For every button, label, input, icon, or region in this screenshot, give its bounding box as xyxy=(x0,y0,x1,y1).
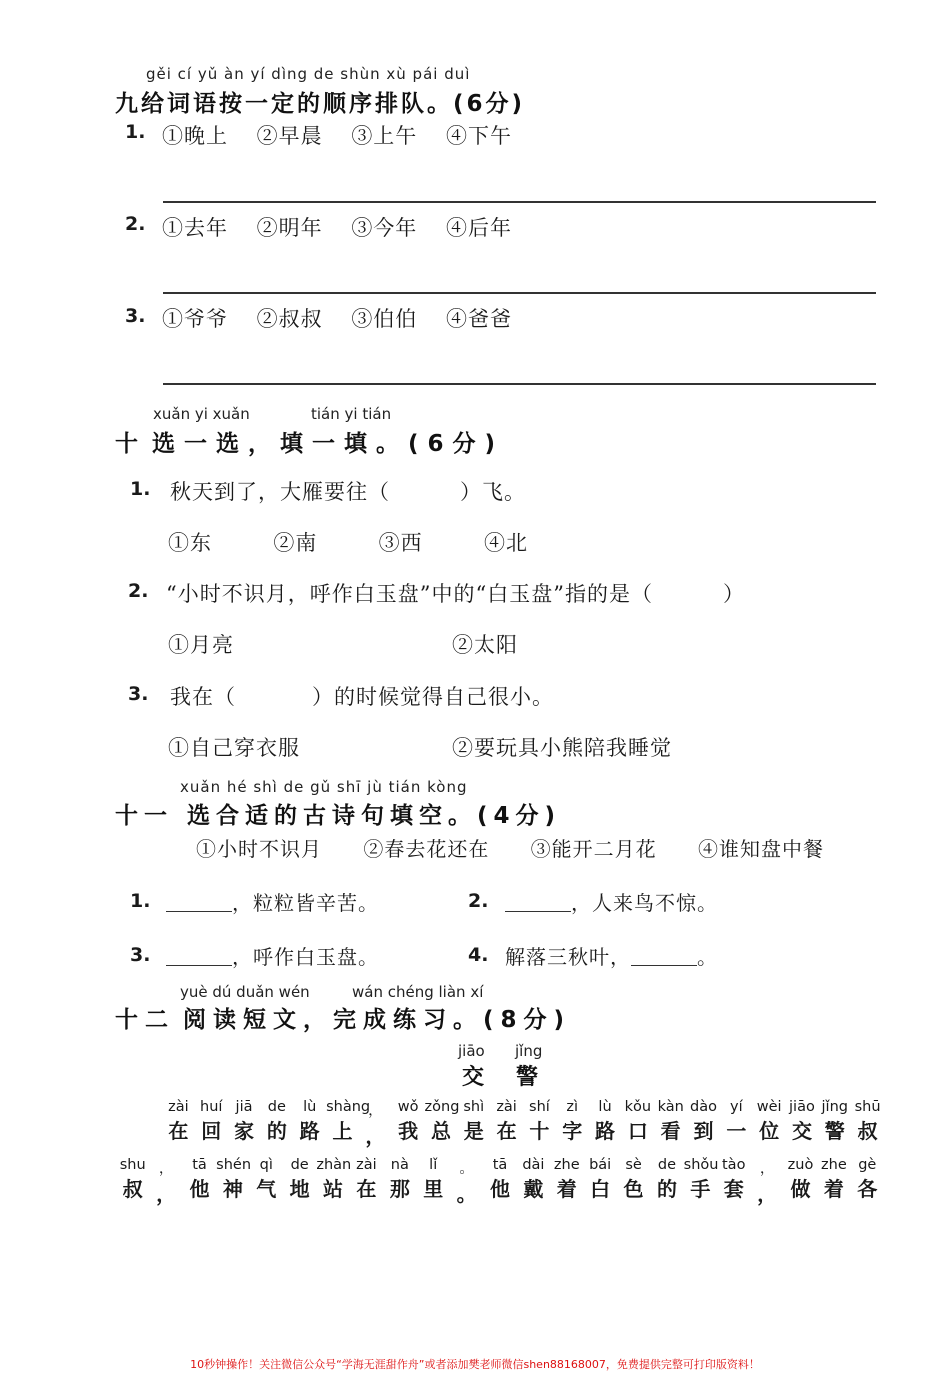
story-char: 到 xyxy=(693,1119,714,1143)
s10-q3-before: 我在（ xyxy=(170,685,236,709)
s11-item-1-text: ，粒粒皆辛苦。 xyxy=(232,891,379,915)
story-char: 总 xyxy=(430,1119,451,1143)
story-char: 手 xyxy=(690,1177,711,1201)
story-syllable xyxy=(228,1099,261,1144)
story-pinyin: tào xyxy=(722,1157,746,1173)
s11-item-1-line xyxy=(166,887,379,916)
story-syllable xyxy=(293,1099,326,1144)
s10-q3-opt-2: ②要玩具小熊陪我睡觉 xyxy=(452,736,672,760)
story-char: 套 xyxy=(723,1177,744,1201)
s10-q1-opt-2: ②南 xyxy=(273,531,318,555)
s11-item-1-blank[interactable] xyxy=(166,891,232,912)
story-char: 着 xyxy=(556,1177,577,1201)
story-pinyin: shì xyxy=(463,1099,485,1115)
s9-item-3-opt-3: ③伯伯 xyxy=(351,307,418,331)
story-syllable xyxy=(650,1157,683,1202)
story-title-char-2: 警 xyxy=(516,1065,542,1090)
s10-q3-opt-1: ①自己穿衣服 xyxy=(168,736,300,760)
story-title-pinyin-2: jǐng xyxy=(515,1042,543,1060)
s9-item-2-number: 2. xyxy=(125,213,146,235)
s10-q2-number: 2. xyxy=(128,580,149,602)
story-syllable xyxy=(359,1099,392,1149)
story-pinyin: shén xyxy=(216,1157,252,1173)
story-char: 站 xyxy=(323,1177,344,1201)
story-char: 神 xyxy=(222,1177,243,1201)
s9-item-2-opt-1: ①去年 xyxy=(162,216,228,240)
s11-item-2-text: ，人来鸟不惊。 xyxy=(571,891,718,915)
story-pinyin: zhàn xyxy=(316,1157,352,1173)
s9-item-2 xyxy=(125,213,145,235)
story-syllable xyxy=(517,1157,550,1202)
s12-pinyin-2: wán chéng liàn xí xyxy=(352,983,484,1001)
story-char: 他 xyxy=(189,1177,210,1201)
story-pinyin: sè xyxy=(625,1157,642,1173)
s11-item-1 xyxy=(130,890,150,912)
s10-q1-opt-1: ①东 xyxy=(168,531,212,555)
story-line-2 xyxy=(116,1157,884,1205)
story-syllable xyxy=(483,1157,516,1202)
story-syllable xyxy=(583,1157,616,1202)
story-syllable xyxy=(183,1157,216,1202)
story-char: 回 xyxy=(201,1119,222,1143)
story-pinyin: zuò xyxy=(787,1157,814,1173)
story-syllable xyxy=(116,1157,149,1202)
story-char: 气 xyxy=(256,1177,277,1201)
story-char: 交 xyxy=(791,1119,812,1143)
s10-q2-opt-2: ②太阳 xyxy=(452,633,518,657)
story-pinyin: jǐng xyxy=(821,1099,848,1115)
s11-item-3 xyxy=(130,944,150,966)
s9-pinyin: gěi cí yǔ àn yí dìng de shùn xù pái duì xyxy=(146,65,471,83)
s11-item-4-line xyxy=(505,941,718,970)
s9-item-3-number: 3. xyxy=(125,305,146,327)
s10-title: 选一选，填一填。(6分) xyxy=(152,431,505,457)
story-char: 的 xyxy=(266,1119,287,1143)
s10-q2 xyxy=(128,580,148,602)
s10-pinyin-1: xuǎn yi xuǎn xyxy=(153,405,250,423)
story-syllable xyxy=(316,1157,352,1202)
s11-title: 选合适的古诗句填空。(4分) xyxy=(187,803,562,829)
s11-opt-4: ④谁知盘中餐 xyxy=(697,837,824,861)
story-syllable xyxy=(786,1099,819,1144)
story-syllable xyxy=(457,1099,490,1144)
s10-q1-before: 秋天到了，大雁要往（ xyxy=(170,480,390,504)
s12-heading xyxy=(115,1001,571,1034)
story-char: ， xyxy=(365,1124,386,1148)
s9-item-3-opt-1: ①爷爷 xyxy=(162,307,228,331)
story-syllable xyxy=(523,1099,556,1144)
s11-item-2-number: 2. xyxy=(468,890,489,912)
story-syllable xyxy=(720,1099,753,1144)
s11-options xyxy=(196,833,824,862)
s10-number: 十 xyxy=(115,431,152,457)
story-pinyin: de xyxy=(290,1157,309,1173)
s9-item-2-opt-3: ③今年 xyxy=(351,216,418,240)
s11-item-4-number: 4. xyxy=(468,944,489,966)
story-char: 看 xyxy=(660,1119,681,1143)
story-syllable xyxy=(818,1099,851,1144)
story-pinyin: tā xyxy=(492,1157,508,1173)
s9-item-2-options xyxy=(162,212,512,242)
story-pinyin: dào xyxy=(690,1099,717,1115)
story-syllable xyxy=(250,1157,283,1202)
story-char: 叔 xyxy=(122,1177,143,1201)
story-char: 各 xyxy=(857,1177,878,1201)
story-syllable xyxy=(350,1157,383,1202)
story-pinyin: kǒu xyxy=(624,1099,652,1115)
story-pinyin: nà xyxy=(390,1157,409,1173)
story-pinyin: jiāo xyxy=(789,1099,815,1115)
s10-q1-opt-3: ③西 xyxy=(378,531,423,555)
s11-item-4-before: 解落三秋叶， xyxy=(505,945,631,969)
story-pinyin: lǐ xyxy=(429,1157,438,1173)
story-pinyin: qì xyxy=(259,1157,273,1173)
s10-q1-number: 1. xyxy=(130,478,151,500)
story-pinyin: tā xyxy=(192,1157,207,1173)
story-char: 在 xyxy=(168,1119,189,1143)
story-pinyin: de xyxy=(267,1099,286,1115)
story-pinyin: shí xyxy=(529,1099,550,1115)
footer-notice: 10秒钟操作！关注微信公众号“学海无涯甜作舟”或者添加樊老师微信shen88168007，免费提供完整可打印版资料！ xyxy=(190,1358,760,1371)
s10-q2-close: ） xyxy=(722,582,745,606)
s10-heading xyxy=(115,425,504,458)
story-syllable xyxy=(687,1099,720,1144)
story-title-char-1: 交 xyxy=(462,1065,488,1090)
s10-q3-after: ）的时候觉得自己很小。 xyxy=(312,685,554,709)
story-pinyin: wèi xyxy=(756,1099,782,1115)
s10-q1-after: ）飞。 xyxy=(460,480,526,504)
story-char: 上 xyxy=(332,1119,353,1143)
story-syllable xyxy=(684,1157,717,1202)
s11-item-4-after: 。 xyxy=(697,945,718,969)
s9-item-1-opt-1: ①晚上 xyxy=(162,124,228,148)
s9-item-1-options xyxy=(162,120,512,150)
s11-item-4-blank[interactable] xyxy=(631,945,697,966)
story-pinyin: shu xyxy=(119,1157,146,1173)
s9-item-3 xyxy=(125,305,145,327)
story-char: 叔 xyxy=(857,1119,878,1143)
s11-pinyin: xuǎn hé shì de gǔ shī jù tián kòng xyxy=(180,778,468,796)
story-pinyin: wǒ xyxy=(397,1099,419,1115)
story-syllable xyxy=(392,1099,425,1144)
story-char: ， xyxy=(757,1182,778,1206)
s12-title: 阅读短文，完成练习。(8分) xyxy=(183,1007,572,1033)
story-char: 一 xyxy=(726,1119,747,1143)
story-char: 那 xyxy=(389,1177,410,1201)
story-char: 十 xyxy=(529,1119,550,1143)
story-pinyin: lù xyxy=(303,1099,317,1115)
story-pinyin: bái xyxy=(589,1157,612,1173)
story-char: 戴 xyxy=(523,1177,544,1201)
s10-q3-number: 3. xyxy=(128,683,149,705)
s9-item-3-opt-2: ②叔叔 xyxy=(256,307,323,331)
story-syllable xyxy=(383,1157,416,1202)
story-syllable xyxy=(753,1099,786,1144)
s9-title: 给词语按一定的顺序排队。(6分) xyxy=(141,91,526,117)
story-pinyin: de xyxy=(657,1157,676,1173)
story-char: 家 xyxy=(234,1119,255,1143)
story-char: 口 xyxy=(627,1119,648,1143)
story-syllable xyxy=(490,1099,523,1144)
story-pinyin: zài xyxy=(356,1157,377,1173)
story-char: 地 xyxy=(289,1177,310,1201)
story-pinyin: zài xyxy=(496,1099,517,1115)
s9-item-1 xyxy=(125,121,145,143)
s11-item-3-blank[interactable] xyxy=(166,945,232,966)
s11-number: 十一 xyxy=(115,803,173,829)
story-syllable xyxy=(450,1157,483,1207)
s9-item-2-opt-2: ②明年 xyxy=(256,216,323,240)
story-pinyin: zì xyxy=(566,1099,579,1115)
s9-item-1-opt-2: ②早晨 xyxy=(256,124,323,148)
story-char: 在 xyxy=(496,1119,517,1143)
story-pinyin: shū xyxy=(854,1099,881,1115)
s11-item-3-number: 3. xyxy=(130,944,151,966)
story-char: 位 xyxy=(759,1119,780,1143)
s9-number: 九 xyxy=(115,91,141,117)
story-syllable xyxy=(654,1099,687,1144)
story-char: 他 xyxy=(489,1177,510,1201)
s11-opt-1: ①小时不识月 xyxy=(196,837,322,861)
story-pinyin: jiā xyxy=(235,1099,253,1115)
s11-item-2-line xyxy=(505,887,718,916)
story-char: ， xyxy=(156,1182,177,1206)
s11-opt-3: ③能开二月花 xyxy=(530,837,657,861)
s12-number: 十二 xyxy=(115,1007,175,1033)
s9-heading xyxy=(115,85,525,118)
story-pinyin: ， xyxy=(759,1161,775,1177)
s10-q3 xyxy=(128,683,148,705)
s10-q1-options xyxy=(168,527,528,557)
s10-q1-opt-4: ④北 xyxy=(483,531,528,555)
story-pinyin: huí xyxy=(200,1099,223,1115)
s11-item-3-line xyxy=(166,941,379,970)
story-char: 路 xyxy=(299,1119,320,1143)
s9-item-2-opt-4: ④后年 xyxy=(445,216,512,240)
s11-opt-2: ②春去花还在 xyxy=(363,837,490,861)
story-pinyin: zǒng xyxy=(424,1099,460,1115)
story-char: 警 xyxy=(824,1119,845,1143)
story-char: 。 xyxy=(456,1182,477,1206)
story-char: 字 xyxy=(562,1119,583,1143)
story-char: 的 xyxy=(656,1177,677,1201)
story-char: 白 xyxy=(590,1177,611,1201)
story-syllable xyxy=(326,1099,371,1144)
story-syllable xyxy=(417,1157,450,1202)
story-pinyin: 。 xyxy=(459,1161,474,1177)
story-pinyin: zhe xyxy=(821,1157,847,1173)
story-pinyin: kàn xyxy=(657,1099,684,1115)
story-pinyin: dài xyxy=(522,1157,545,1173)
story-char: 在 xyxy=(356,1177,377,1201)
story-pinyin: shǒu xyxy=(683,1157,719,1173)
story-syllable xyxy=(162,1099,195,1144)
story-char: 做 xyxy=(790,1177,811,1201)
story-char: 里 xyxy=(423,1177,444,1201)
story-title-pinyin-1: jiāo xyxy=(458,1042,485,1060)
story-syllable xyxy=(283,1157,316,1202)
s11-item-2-blank[interactable] xyxy=(505,891,571,912)
story-pinyin: lù xyxy=(598,1099,612,1115)
s9-item-1-number: 1. xyxy=(125,121,146,143)
s9-item-3-options xyxy=(162,303,512,333)
story-syllable xyxy=(589,1099,622,1144)
story-char: 路 xyxy=(595,1119,616,1143)
s10-pinyin-2: tián yi tián xyxy=(311,405,392,423)
story-pinyin: zhe xyxy=(553,1157,580,1173)
story-syllable xyxy=(817,1157,850,1202)
s11-item-4 xyxy=(468,944,488,966)
story-syllable xyxy=(216,1157,252,1202)
s9-item-1-opt-4: ④下午 xyxy=(445,124,512,148)
s10-q2-opt-1: ①月亮 xyxy=(168,633,234,657)
story-syllable xyxy=(195,1099,228,1144)
story-syllable xyxy=(550,1157,583,1202)
story-syllable xyxy=(717,1157,750,1202)
story-char: 我 xyxy=(398,1119,419,1143)
story-syllable xyxy=(260,1099,293,1144)
s9-item-1-opt-3: ③上午 xyxy=(351,124,418,148)
s11-heading xyxy=(115,797,561,830)
s9-answer-line-1[interactable] xyxy=(163,201,876,203)
story-pinyin: yí xyxy=(730,1099,743,1115)
s9-answer-line-2[interactable] xyxy=(163,292,876,294)
story-syllable xyxy=(750,1157,783,1207)
story-pinyin: zài xyxy=(168,1099,189,1115)
story-syllable xyxy=(556,1099,589,1144)
s11-item-1-number: 1. xyxy=(130,890,151,912)
s10-q2-question: “小时不识月，呼作白玉盘”中的“白玉盘”指的是（ xyxy=(166,582,653,606)
story-pinyin: ， xyxy=(368,1103,383,1119)
s10-q3-text xyxy=(170,681,554,711)
story-pinyin: shàng xyxy=(326,1099,371,1115)
s12-pinyin-1: yuè dú duǎn wén xyxy=(180,983,310,1001)
story-char: 是 xyxy=(463,1119,484,1143)
story-char: 着 xyxy=(823,1177,844,1201)
story-syllable xyxy=(425,1099,458,1144)
story-line-1 xyxy=(162,1099,884,1147)
story-syllable xyxy=(851,1157,884,1202)
story-char: 色 xyxy=(623,1177,644,1201)
s9-answer-line-3[interactable] xyxy=(163,383,876,385)
s11-item-2 xyxy=(468,890,488,912)
story-syllable xyxy=(784,1157,817,1202)
story-syllable xyxy=(851,1099,884,1144)
story-pinyin: ， xyxy=(158,1161,174,1177)
story-syllable xyxy=(621,1099,654,1144)
story-syllable xyxy=(617,1157,650,1202)
s9-item-3-opt-4: ④爸爸 xyxy=(445,307,512,331)
story-syllable xyxy=(149,1157,182,1207)
s10-q1 xyxy=(130,478,150,500)
story-pinyin: gè xyxy=(858,1157,877,1173)
s11-item-3-text: ，呼作白玉盘。 xyxy=(232,945,379,969)
s10-q2-text xyxy=(166,578,745,608)
s10-q1-text xyxy=(170,476,526,506)
